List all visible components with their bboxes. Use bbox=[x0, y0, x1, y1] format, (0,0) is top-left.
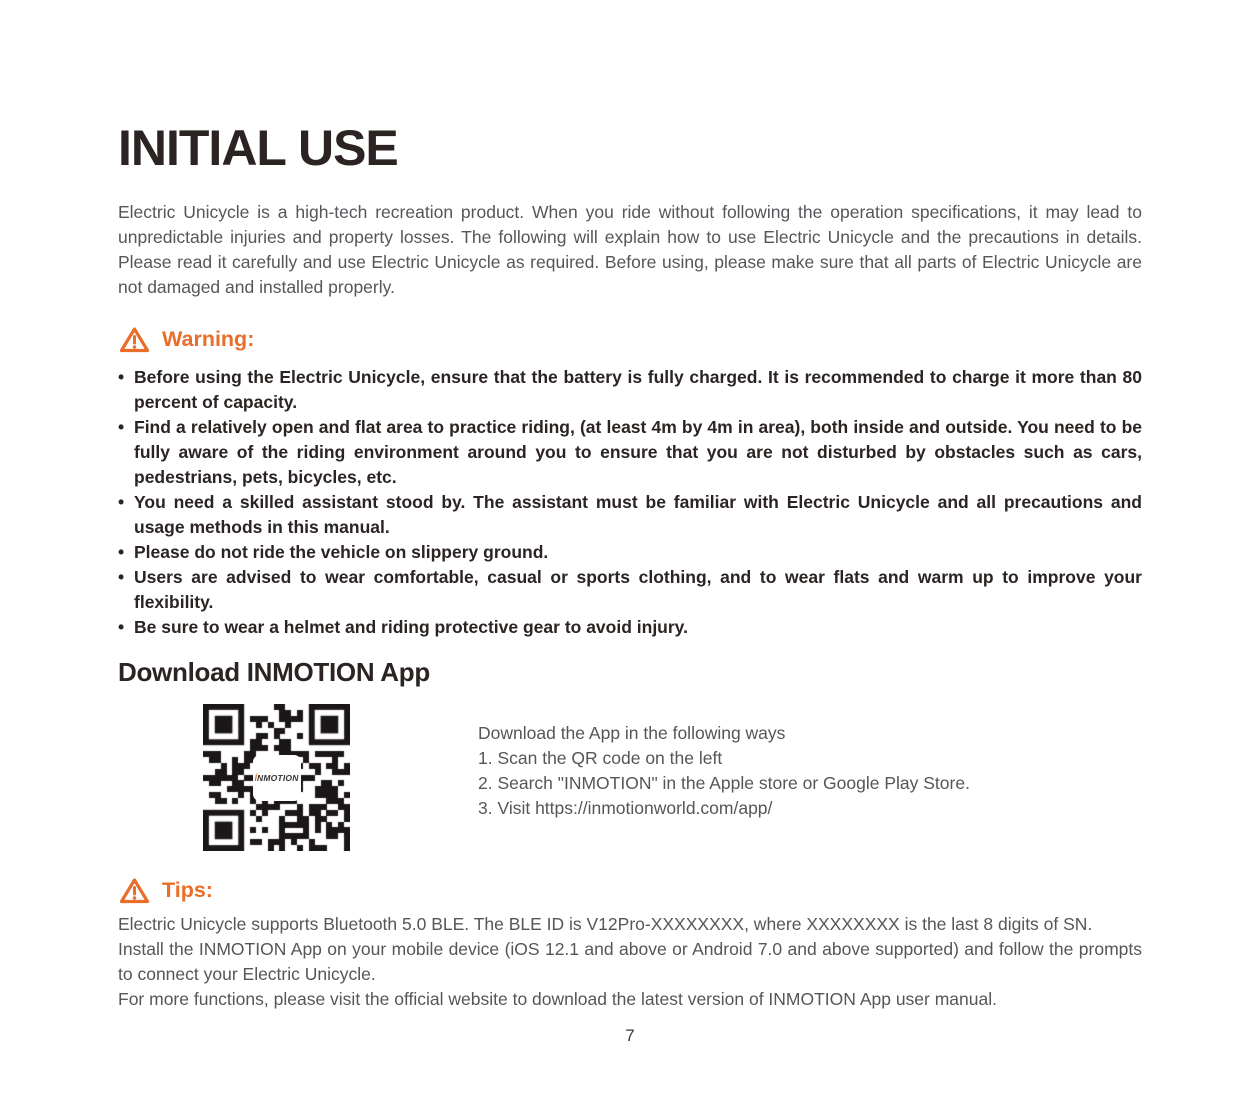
inmotion-logo-i: Í bbox=[254, 772, 257, 783]
download-app-heading: Download INMOTION App bbox=[118, 657, 430, 687]
tips-line-1: Electric Unicycle supports Bluetooth 5.0 BLE. The BLE ID is V12Pro-XXXXXXXX, where XXXXXXXX is the last 8 digits of SN. bbox=[118, 914, 1093, 934]
download-instructions-intro: Download the App in the following ways bbox=[478, 723, 786, 743]
tips-line-3: For more functions, please visit the official website to download the latest version of INMOTION App user manual. bbox=[118, 989, 997, 1009]
inmotion-logo-text: NMOTION bbox=[257, 772, 299, 783]
tips-triangle-icon bbox=[118, 876, 151, 905]
download-instructions bbox=[478, 704, 970, 821]
warning-heading bbox=[118, 325, 1142, 354]
warning-item: • Before using the Electric Unicycle, ensure that the battery is fully charged. It is recommended to charge it more than 80 percent of capacity. bbox=[118, 365, 1142, 415]
download-step-2: 2. Search "INMOTION" in the Apple store or Google Play Store. bbox=[478, 773, 970, 793]
warning-item: • Users are advised to wear comfortable, casual or sports clothing, and to wear flats and warm up to improve your flexibility. bbox=[118, 565, 1142, 615]
tips-body bbox=[118, 912, 1142, 1012]
warning-item: • Please do not ride the vehicle on slippery ground. bbox=[118, 540, 1142, 565]
warning-label: Warning: bbox=[162, 327, 255, 351]
tips-line-2: Install the INMOTION App on your mobile device (iOS 12.1 and above or Android 7.0 and above supported) and follow the prompts to connect your Electric Unicycle. bbox=[118, 939, 1142, 984]
qr-code bbox=[203, 704, 350, 851]
intro-paragraph: Electric Unicycle is a high-tech recreation product. When you ride without following the operation specifications, it may lead to unpredictable injuries and property losses. The following will explain how to use Electric Unicycle and the precautions in details. Please read it carefully and use Electric Unicycle as required. Before using, please make sure that all parts of Electric Unicycle are not damaged and installed properly. bbox=[118, 202, 1142, 297]
tips-heading bbox=[118, 876, 1142, 905]
warning-item: • Be sure to wear a helmet and riding protective gear to avoid injury. bbox=[118, 615, 1142, 640]
warning-item: • Find a relatively open and flat area to practice riding, (at least 4m by 4m in area), both inside and outside. You need to be fully aware of the riding environment around you to ensure that you are not disturbed by obstacles such as cars, pedestrians, pets, bicycles, etc. bbox=[118, 415, 1142, 490]
warning-triangle-icon bbox=[118, 325, 151, 354]
warning-item: • You need a skilled assistant stood by. The assistant must be familiar with Electric Unicycle and all precautions and usage methods in this manual. bbox=[118, 490, 1142, 540]
inmotion-logo bbox=[253, 755, 301, 801]
download-step-3: 3. Visit https://inmotionworld.com/app/ bbox=[478, 798, 773, 818]
tips-label: Tips: bbox=[162, 878, 213, 902]
download-app-section bbox=[118, 704, 1142, 851]
warning-list bbox=[118, 365, 1142, 640]
download-step-1: 1. Scan the QR code on the left bbox=[478, 748, 723, 768]
page-number: 7 bbox=[625, 1026, 635, 1045]
page-title: INITIAL USE bbox=[118, 120, 398, 176]
